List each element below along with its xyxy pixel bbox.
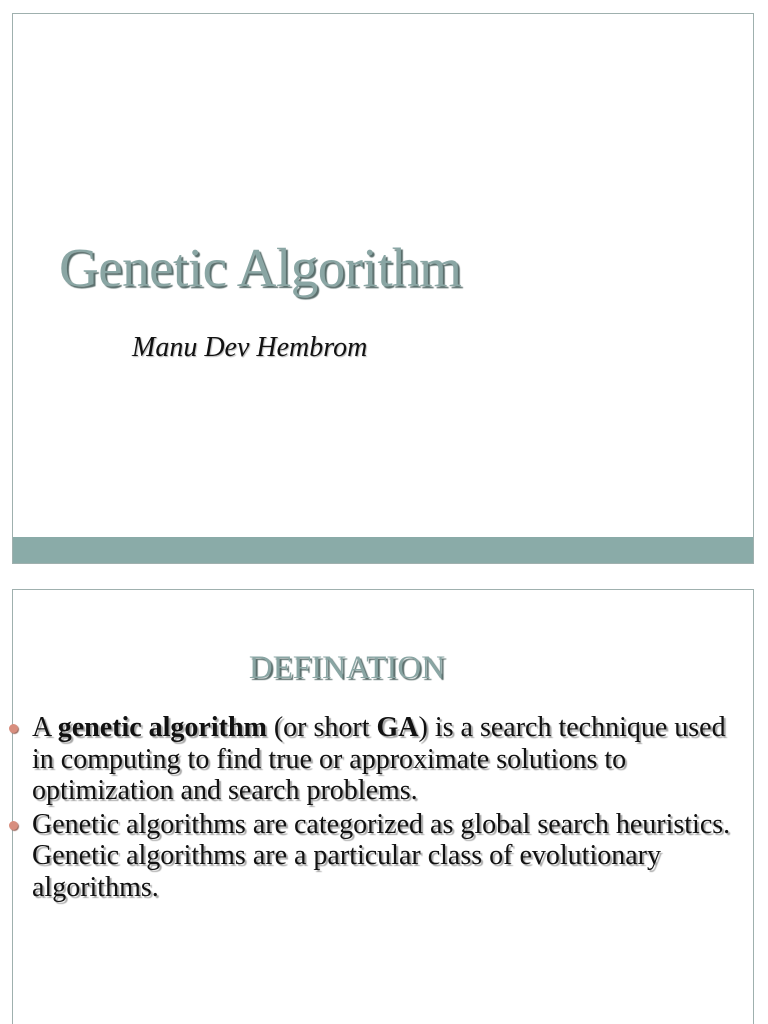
definition-slide <box>12 589 754 1024</box>
definition-bullet-list <box>13 712 743 905</box>
bullet-text-segment: ) is a search technique used in computing to find true or approximate solutions to optimization and search problems. <box>32 712 726 806</box>
title-slide <box>12 13 754 564</box>
bullet-dot-icon <box>9 821 18 830</box>
bullet-text-segment: A <box>32 712 58 743</box>
bullet-text-segment-bold: genetic algorithm <box>57 712 267 743</box>
bullet-text-segment-bold: GA <box>376 712 419 743</box>
slide-title: Genetic Algorithm <box>59 237 462 298</box>
definition-heading: DEFINATION <box>248 650 446 686</box>
bullet-item <box>13 809 743 904</box>
bullet-item <box>13 712 743 807</box>
author-name: Manu Dev Hembrom <box>132 332 368 363</box>
bullet-text-segment: (or short <box>266 712 377 743</box>
slide-footer-band <box>13 537 753 563</box>
bullet-dot-icon <box>9 724 18 733</box>
bullet-text-segment: Genetic algorithms are categorized as global search heuristics. Genetic algorithms are a particular class of evolutionary algorithms. <box>32 808 731 903</box>
